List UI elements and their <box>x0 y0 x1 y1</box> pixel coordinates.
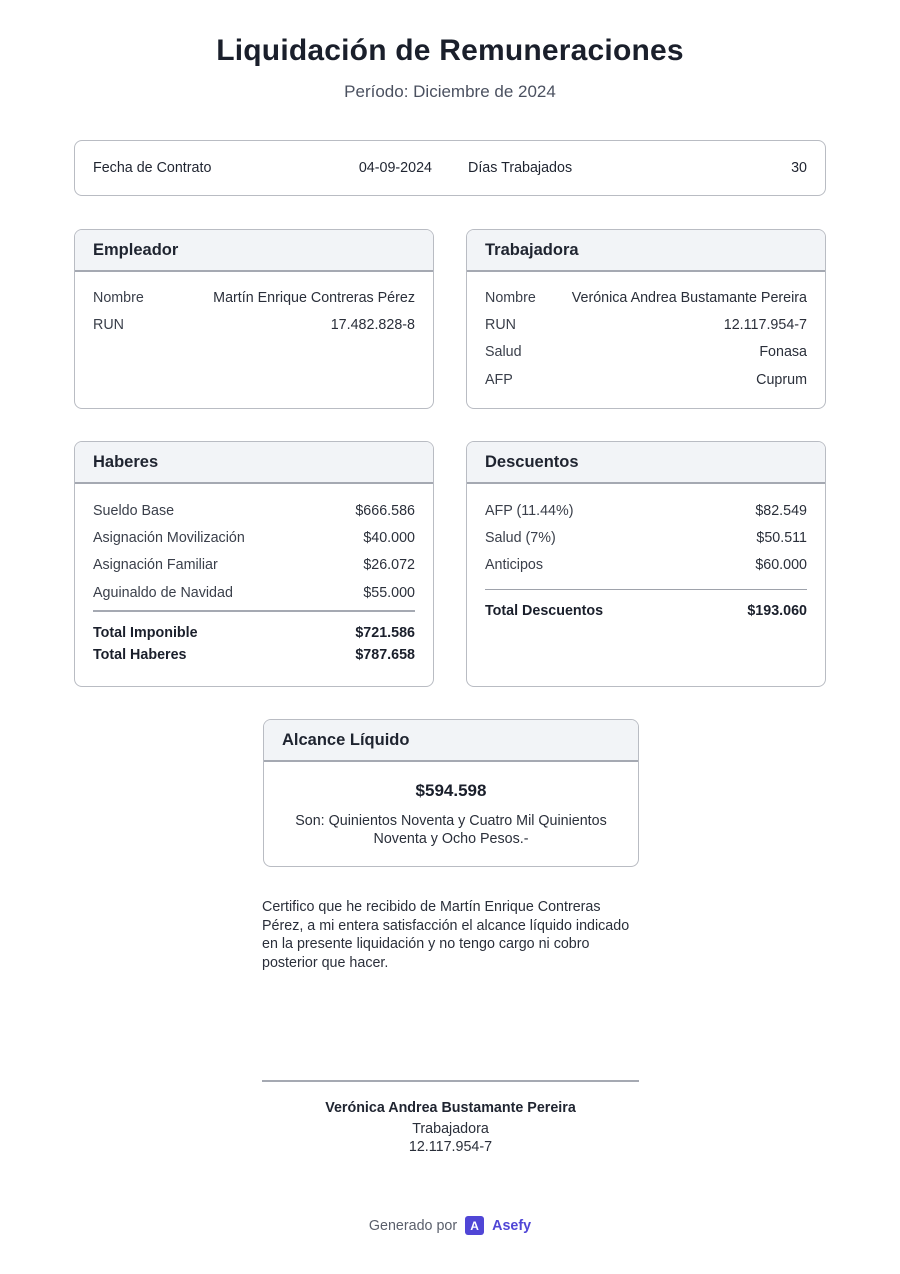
row-label: AFP <box>485 371 513 388</box>
signature-name: Verónica Andrea Bustamante Pereira <box>325 1100 576 1116</box>
row-value: $666.586 <box>355 502 415 519</box>
haberes-row <box>93 579 415 606</box>
total-descuentos-row <box>485 600 807 622</box>
net-pay-amount: $594.598 <box>415 781 487 800</box>
row-value: $55.000 <box>363 584 415 601</box>
total-imponible-row <box>93 622 415 644</box>
row-label: Total Haberes <box>93 647 187 664</box>
signature-role: Trabajadora <box>412 1121 489 1137</box>
contract-info-bar <box>74 140 826 196</box>
haberes-card <box>74 441 434 687</box>
descuentos-row <box>485 497 807 524</box>
descuentos-row <box>485 552 807 579</box>
row-value: $787.658 <box>355 647 415 664</box>
total-haberes-row <box>93 644 415 666</box>
signature-run: 12.117.954-7 <box>408 1139 493 1155</box>
generated-by-label: Generado por <box>368 1217 458 1234</box>
worker-row-name <box>485 284 807 311</box>
worker-card-title: Trabajadora <box>467 230 825 272</box>
contract-date-label: Fecha de Contrato <box>93 160 212 176</box>
net-pay-in-words: Son: Quinientos Noventa y Cuatro Mil Quinientos Noventa y Ocho Pesos.- <box>295 813 607 847</box>
contract-date-value: 04-09-2024 <box>358 160 432 176</box>
worker-row-run <box>485 311 807 338</box>
asefy-logo-icon: A <box>465 1216 484 1235</box>
net-pay-title: Alcance Líquido <box>264 720 638 762</box>
worker-card <box>466 229 826 409</box>
row-label: RUN <box>485 316 516 333</box>
row-value: 12.117.954-7 <box>723 316 807 333</box>
haberes-row <box>93 497 415 524</box>
row-value: $60.000 <box>755 557 807 574</box>
haberes-row <box>93 552 415 579</box>
descuentos-card <box>466 441 826 687</box>
period-subtitle: Período: Diciembre de 2024 <box>344 82 556 101</box>
row-value: Fonasa <box>759 344 807 361</box>
row-value: $82.549 <box>755 502 807 519</box>
row-label: Asignación Movilización <box>93 529 245 546</box>
row-label: Salud (7%) <box>485 529 556 546</box>
row-label: Sueldo Base <box>93 502 175 519</box>
divider <box>485 589 807 590</box>
descuentos-row <box>485 524 807 551</box>
row-label: Aguinaldo de Navidad <box>93 584 233 601</box>
footer <box>0 1216 900 1235</box>
days-worked-label: Días Trabajados <box>468 160 573 176</box>
row-label: Nombre <box>485 289 536 306</box>
certification-text: Certifico que he recibido de Martín Enrique Contreras Pérez, a mi entera satisfacción el alcance líquido indicado en la presente liquidación y no tengo cargo ni cobro posterior que hacer. <box>262 899 630 971</box>
employer-card-title: Empleador <box>75 230 433 272</box>
row-value: 17.482.828-8 <box>330 316 415 333</box>
row-value: $50.511 <box>756 529 807 546</box>
descuentos-card-title: Descuentos <box>467 442 825 484</box>
page-title: Liquidación de Remuneraciones <box>216 34 684 67</box>
employer-card <box>74 229 434 409</box>
row-label: Total Descuentos <box>485 602 604 619</box>
haberes-row <box>93 524 415 551</box>
row-label: Nombre <box>93 289 144 306</box>
row-label: AFP (11.44%) <box>485 502 574 519</box>
net-pay-card <box>263 719 639 867</box>
signature-line <box>262 1080 639 1082</box>
divider <box>93 610 415 612</box>
worker-row-salud <box>485 339 807 366</box>
row-value: Martín Enrique Contreras Pérez <box>213 289 415 306</box>
row-value: $721.586 <box>355 625 415 642</box>
row-value: Cuprum <box>756 371 807 388</box>
days-worked-value: 30 <box>791 160 807 176</box>
row-label: Asignación Familiar <box>93 557 218 574</box>
row-label: Total Imponible <box>93 625 198 642</box>
contract-date-field <box>93 160 432 176</box>
worker-row-afp <box>485 366 807 393</box>
row-value: $193.060 <box>747 602 807 619</box>
row-value: Verónica Andrea Bustamante Pereira <box>571 289 807 306</box>
haberes-card-title: Haberes <box>75 442 433 484</box>
signature-block <box>262 1100 639 1155</box>
row-value: $26.072 <box>363 557 415 574</box>
row-label: RUN <box>93 316 124 333</box>
employer-row-run <box>93 311 415 338</box>
row-value: $40.000 <box>363 529 415 546</box>
days-worked-field <box>468 160 807 176</box>
row-label: Salud <box>485 344 522 361</box>
brand-link[interactable]: Asefy <box>492 1217 532 1234</box>
row-label: Anticipos <box>485 557 544 574</box>
employer-row-name <box>93 284 415 311</box>
